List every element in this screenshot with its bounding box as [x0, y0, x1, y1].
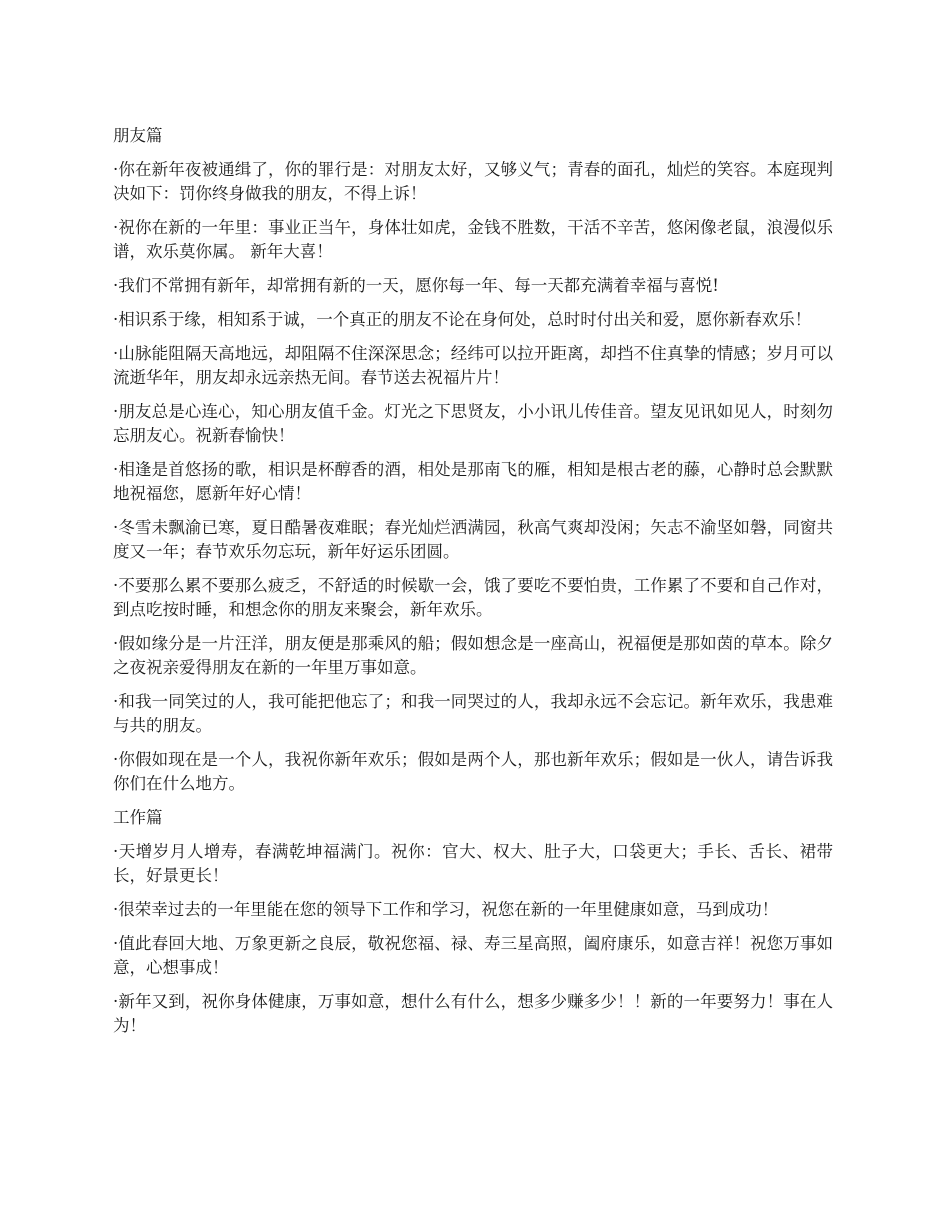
paragraph: ·天增岁月人增寿，春满乾坤福满门。祝你：官大、权大、肚子大，口袋更大；手长、舌长、裙带长，好景更长！: [113, 842, 833, 885]
paragraph: ·和我一同笑过的人，我可能把他忘了；和我一同哭过的人，我却永远不会忘记。新年欢乐，我患难与共的朋友。: [113, 692, 833, 735]
paragraph: ·很荣幸过去的一年里能在您的领导下工作和学习，祝您在新的一年里健康如意，马到成功！: [113, 900, 779, 919]
document-body: [113, 124, 833, 1048]
paragraph: ·祝你在新的一年里：事业正当午，身体壮如虎，金钱不胜数，干活不辛苦，悠闲像老鼠，浪漫似乐谱，欢乐莫你属。 新年大喜！: [113, 218, 833, 261]
section-work: [113, 806, 833, 1038]
paragraph: ·新年又到，祝你身体健康，万事如意，想什么有什么，想多少赚多少！！新的一年要努力！事在人为！: [113, 992, 833, 1035]
paragraph: ·你假如现在是一个人，我祝你新年欢乐；假如是两个人，那也新年欢乐；假如是一伙人，请告诉我你们在什么地方。: [113, 750, 833, 793]
section-friends: [113, 124, 833, 796]
paragraph: ·值此春回大地、万象更新之良辰，敬祝您福、禄、寿三星高照，阖府康乐，如意吉祥！祝您万事如意，心想事成！: [113, 934, 833, 977]
paragraph: ·我们不常拥有新年，却常拥有新的一天，愿你每一年、每一天都充满着幸福与喜悦!: [113, 276, 719, 295]
paragraph: ·朋友总是心连心，知心朋友值千金。灯光之下思贤友，小小讯儿传佳音。望友见讯如见人，时刻勿忘朋友心。祝新春愉快！: [113, 402, 833, 445]
section-title: 朋友篇: [113, 126, 163, 145]
paragraph: ·假如缘分是一片汪洋，朋友便是那乘风的船；假如想念是一座高山，祝福便是那如茵的草本。除夕之夜祝亲爱得朋友在新的一年里万事如意。: [113, 634, 833, 677]
paragraph: ·不要那么累不要那么疲乏，不舒适的时候歇一会，饿了要吃不要怕贵，工作累了不要和自己作对，到点吃按时睡，和想念你的朋友来聚会，新年欢乐。: [113, 576, 833, 619]
paragraph: ·相逢是首悠扬的歌，相识是杯醇香的酒，相处是那南飞的雁，相知是根古老的藤，心静时总会默默地祝福您，愿新年好心情！: [113, 460, 833, 503]
paragraph: ·你在新年夜被通缉了，你的罪行是：对朋友太好，又够义气；青春的面孔，灿烂的笑容。本庭现判决如下：罚你终身做我的朋友，不得上诉！: [113, 160, 833, 203]
section-title: 工作篇: [113, 808, 163, 827]
paragraph: ·冬雪未飘渝已寒，夏日酷暑夜难眠；春光灿烂洒满园，秋高气爽却没闲；矢志不渝坚如磐，同窗共度又一年；春节欢乐勿忘玩，新年好运乐团圆。: [113, 518, 833, 561]
paragraph: ·相识系于缘，相知系于诚，一个真正的朋友不论在身何处，总时时付出关和爱，愿你新春欢乐！: [113, 310, 812, 329]
paragraph: ·山脉能阻隔天高地远，却阻隔不住深深思念；经纬可以拉开距离，却挡不住真挚的情感；岁月可以流逝华年，朋友却永远亲热无间。春节送去祝福片片！: [113, 344, 833, 387]
